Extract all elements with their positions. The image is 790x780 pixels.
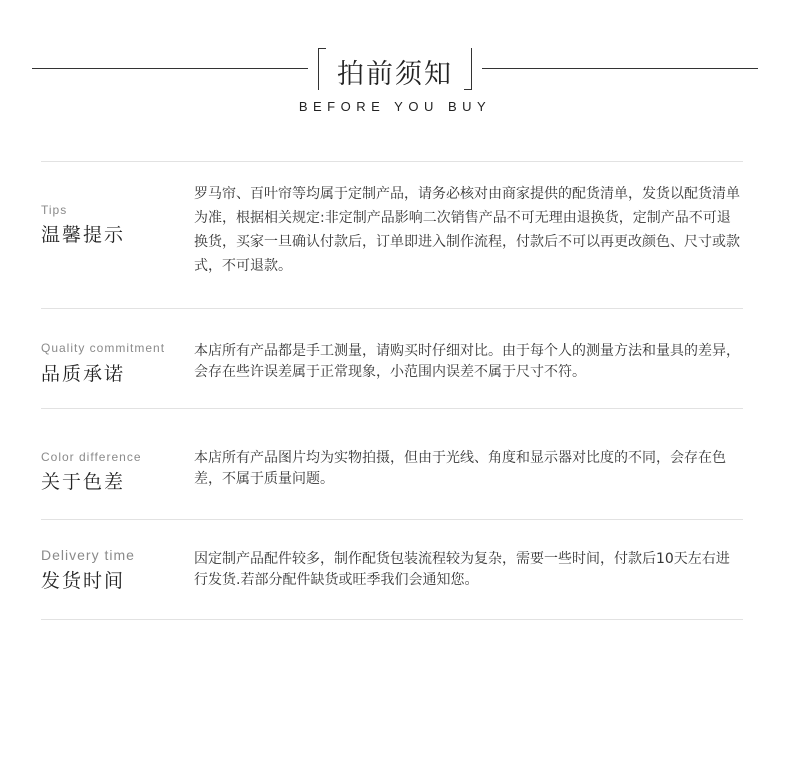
section-quality <box>41 309 743 408</box>
section-en-label: Quality commitment <box>41 341 166 355</box>
title-frame <box>318 48 472 90</box>
header-rule-right <box>482 68 758 69</box>
section-text: 本店所有产品都是手工测量，请购买时仔细对比。由于每个人的测量方法和量具的差异，会存在些许误差属于正常现象，小范围内误差不属于尺寸不符。 <box>194 343 740 380</box>
section-divider <box>41 619 743 620</box>
section-zh-label: 关于色差 <box>41 471 126 493</box>
section-en-label: Tips <box>41 203 68 217</box>
section-zh-label: 发货时间 <box>41 570 126 592</box>
section-text: 因定制产品配件较多，制作配货包装流程较为复杂，需要一些时间，付款后10天左右进行发货.若部分配件缺货或旺季我们会通知您。 <box>194 551 730 588</box>
section-en-label: Color difference <box>41 450 142 464</box>
section-tips <box>41 162 743 308</box>
section-text: 罗马帘、百叶帘等均属于定制产品，请务必核对由商家提供的配货清单，发货以配货清单为准，根据相关规定:非定制产品影响二次销售产品不可无理由退换货，定制产品不可退换货，买家一旦确认付款后，订单即进入制作流程，付款后不可以再更改颜色、尺寸或款式，不可退款。 <box>194 186 740 274</box>
page-header <box>0 0 790 140</box>
page-title: 拍前须知 <box>337 59 453 90</box>
section-zh-label: 品质承诺 <box>41 363 126 385</box>
section-zh-label: 温馨提示 <box>41 224 126 246</box>
section-text: 本店所有产品图片均为实物拍摄，但由于光线、角度和显示器对比度的不同，会存在色差，不属于质量问题。 <box>194 450 726 487</box>
header-rule-left <box>32 68 308 69</box>
section-en-label: Delivery time <box>41 547 135 563</box>
page-subtitle: BEFORE YOU BUY <box>298 99 492 114</box>
section-color <box>41 409 743 519</box>
section-delivery <box>41 520 743 619</box>
